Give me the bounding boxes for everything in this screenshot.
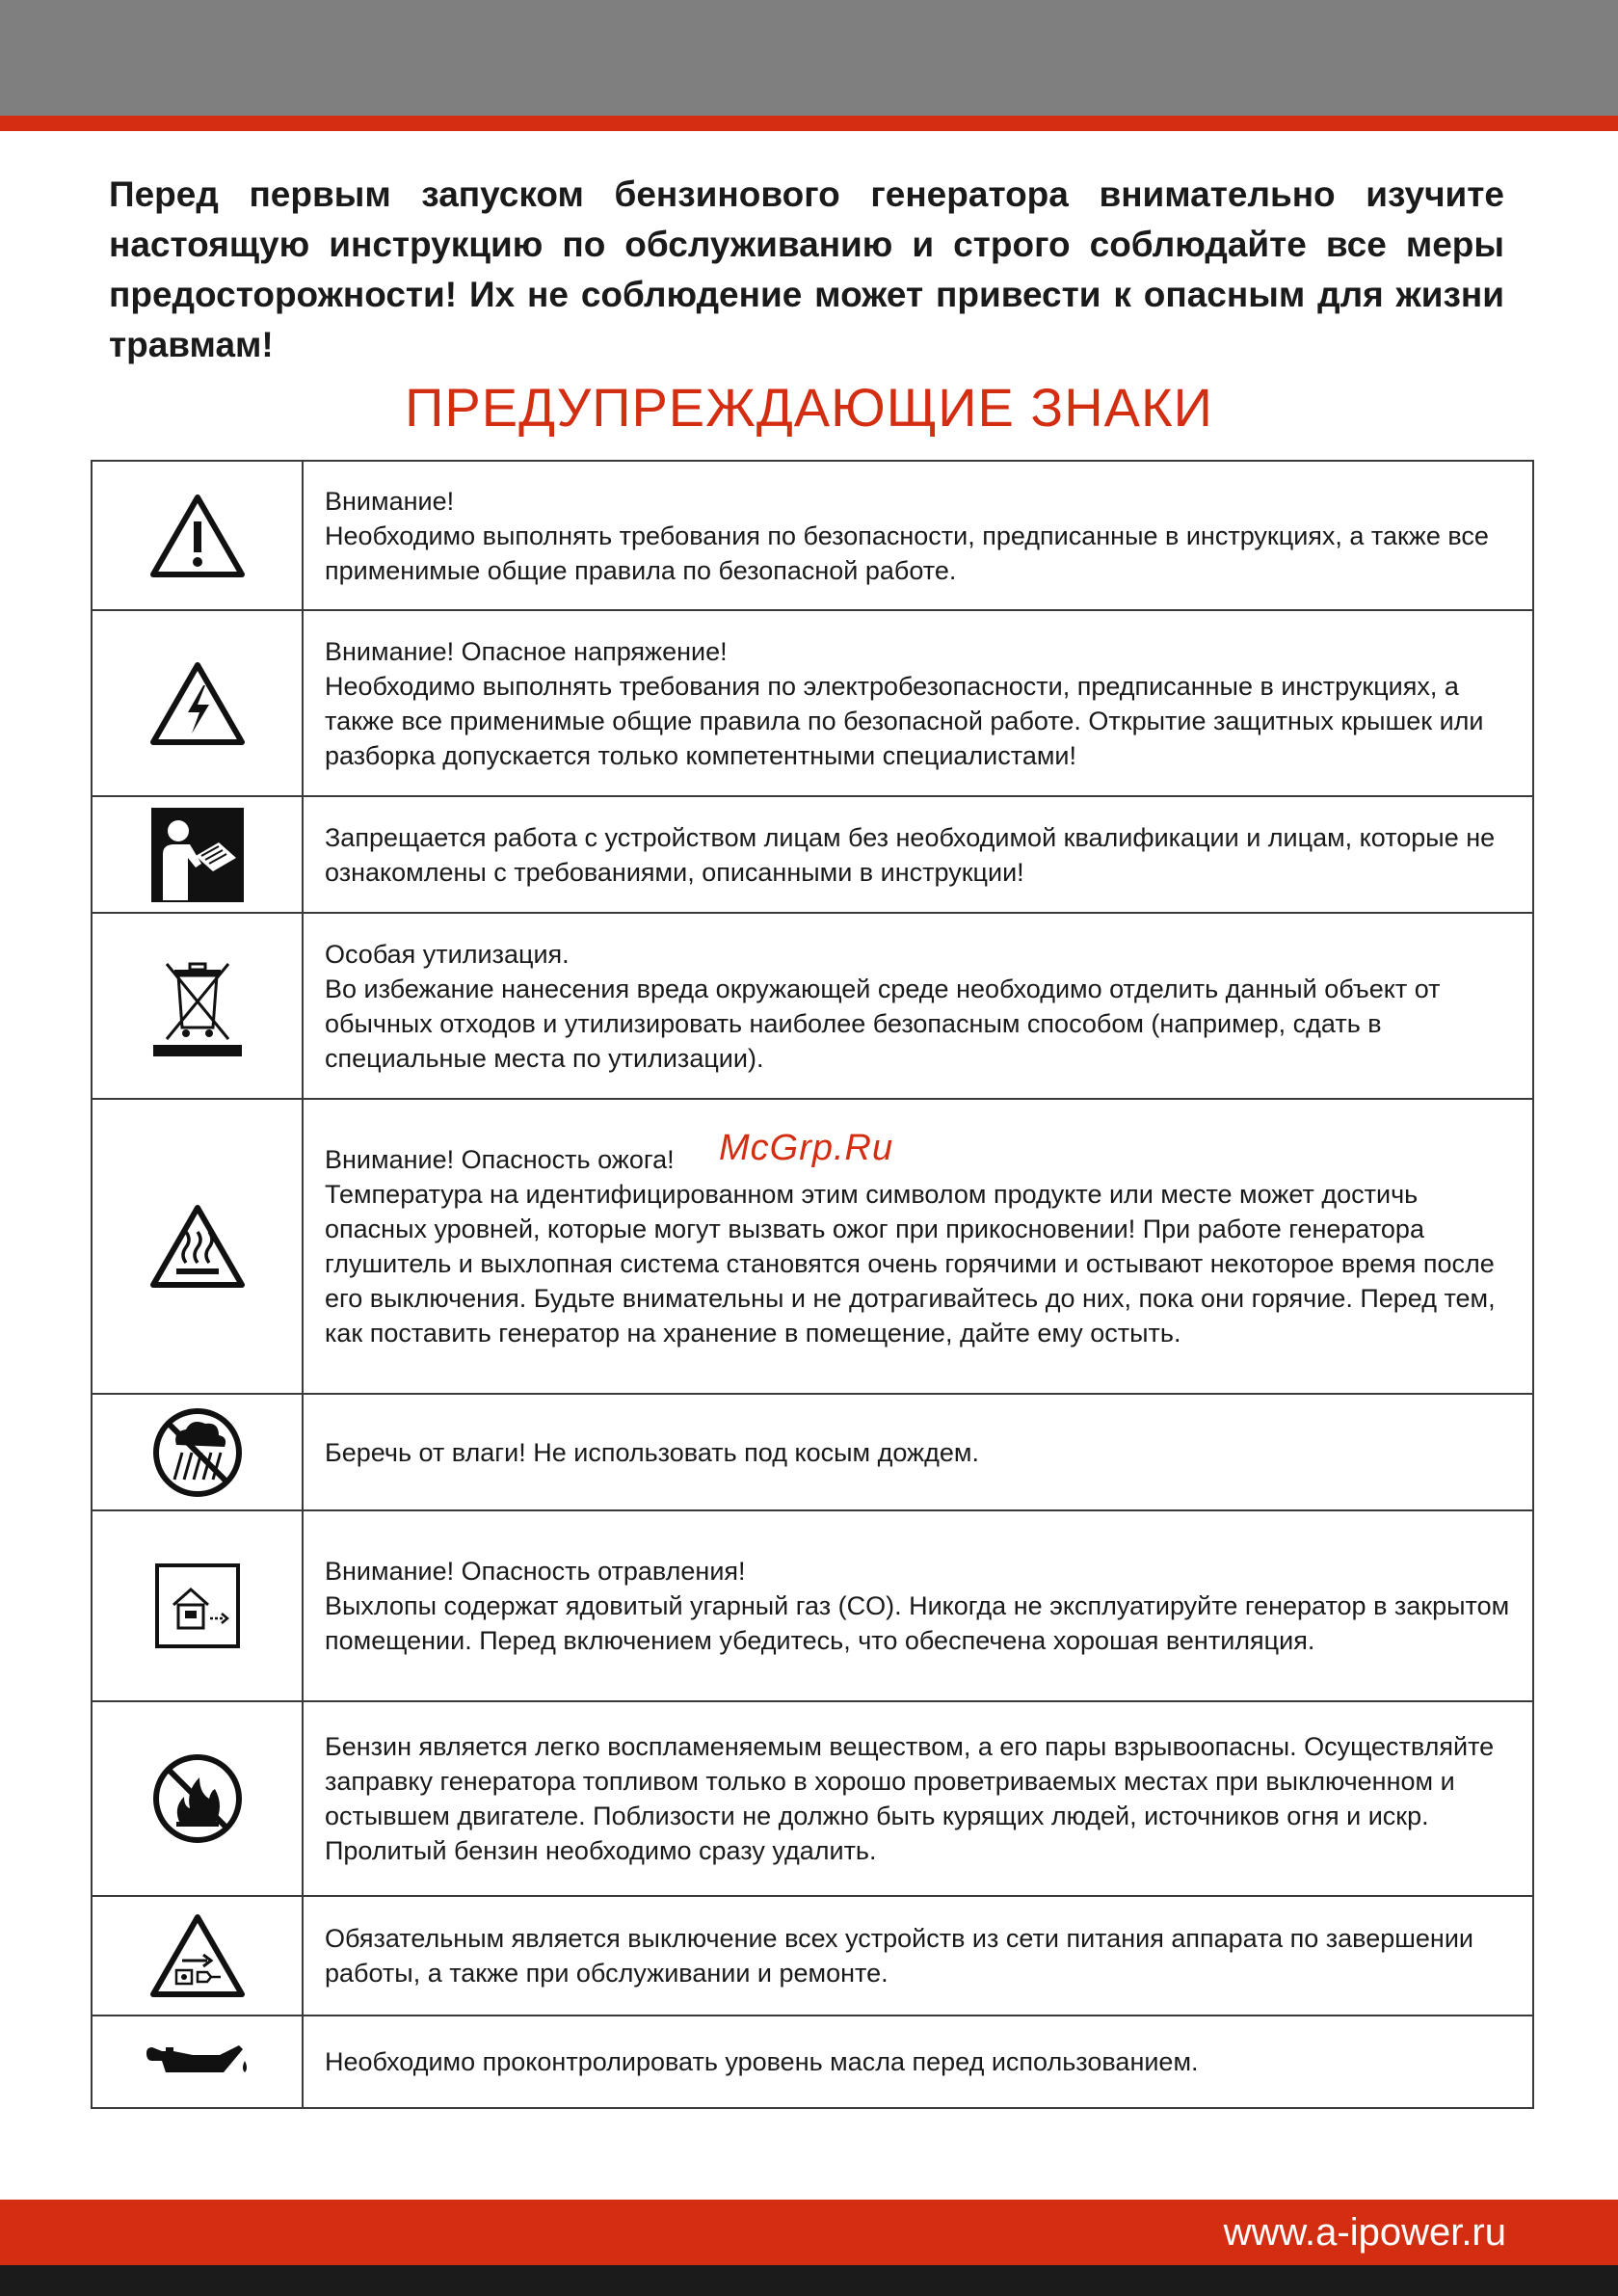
table-row xyxy=(92,1394,1533,1510)
text-cell xyxy=(303,2016,1533,2108)
row-title: Внимание! Опасность отравления! xyxy=(325,1557,746,1586)
table-row xyxy=(92,1510,1533,1701)
text-cell xyxy=(303,1896,1533,2016)
icon-cell xyxy=(92,1510,303,1701)
icon-cell xyxy=(92,1896,303,2016)
text-cell xyxy=(303,1394,1533,1510)
icon-cell xyxy=(92,796,303,913)
weee-bin-icon xyxy=(93,956,302,1056)
text-cell xyxy=(303,796,1533,913)
warning-signs-table xyxy=(91,460,1534,2109)
hot-surface-icon xyxy=(93,1203,302,1290)
no-fire-icon xyxy=(93,1752,302,1845)
table-row xyxy=(92,913,1533,1099)
table-row xyxy=(92,2016,1533,2108)
row-body: Выхлопы содержат ядовитый угарный газ (CO). Никогда не эксплуатируйте генератор в закрытом помещении. Перед включением убедитесь, что обеспечена хорошая вентиляция. xyxy=(325,1591,1510,1655)
row-body: Необходимо проконтролировать уровень масла перед использованием. xyxy=(325,2047,1199,2076)
footer-website-link[interactable]: www.a-ipower.ru xyxy=(1223,2211,1506,2254)
outdoor-use-icon xyxy=(93,1562,302,1649)
header-red-stripe xyxy=(0,116,1618,131)
icon-cell xyxy=(92,461,303,610)
row-body: Беречь от влаги! Не использовать под косым дождем. xyxy=(325,1437,979,1467)
row-body: Необходимо выполнять требования по безопасности, предписанные в инструкциях, а также все применимые общие правила по безопасной работе. xyxy=(325,521,1489,585)
row-body: Бензин является легко воспламеняемым веществом, а его пары взрывоопасны. Осуществляйте заправку генератора топливом только в хорошо проветриваемых местах при выключенном и остывшем двигателе. Поблизости не должно быть курящих людей, источников огня и искр. Пролитый бензин необходимо сразу удалить. xyxy=(325,1732,1495,1865)
read-manual-icon xyxy=(93,808,302,902)
unplug-warning-icon xyxy=(93,1912,302,1999)
footer-dark-band xyxy=(0,2265,1618,2296)
text-cell xyxy=(303,1099,1533,1394)
icon-cell xyxy=(92,1099,303,1394)
oil-can-icon xyxy=(93,2040,302,2084)
text-cell xyxy=(303,913,1533,1099)
text-cell xyxy=(303,1701,1533,1896)
text-cell xyxy=(303,1510,1533,1701)
general-warning-icon xyxy=(93,493,302,579)
row-body: Необходимо выполнять требования по электробезопасности, предписанные в инструкциях, а также все применимые общие правила по безопасной работе. Открытие защитных крышек или разборка допускается только компетентными специалистами! xyxy=(325,671,1484,770)
icon-cell xyxy=(92,610,303,796)
watermark: McGrp.Ru xyxy=(719,1128,894,1168)
row-body: Обязательным является выключение всех устройств из сети питания аппарата по завершении работы, а также при обслуживании и ремонте. xyxy=(325,1924,1474,1988)
row-body: Во избежание нанесения вреда окружающей среде необходимо отделить данный объект от обычных отходов и утилизировать наиболее безопасным способом (например, сдать в специальные места по утилизации). xyxy=(325,974,1441,1073)
text-cell xyxy=(303,461,1533,610)
high-voltage-icon xyxy=(93,660,302,747)
intro-paragraph: Перед первым запуском бензинового генератора внимательно изучите настоящую инструкцию по обслуживанию и строго соблюдайте все меры предосторожности! Их не соблюдение может привести к опасным для жизни травмам! xyxy=(109,174,1504,364)
icon-cell xyxy=(92,913,303,1099)
row-title: Внимание! xyxy=(325,486,455,516)
table-row xyxy=(92,1896,1533,2016)
text-cell xyxy=(303,610,1533,796)
row-body: Запрещается работа с устройством лицам без необходимой квалификации и лицам, которые не ознакомлены с требованиями, описанными в инструкции! xyxy=(325,822,1496,887)
header-gray-band xyxy=(0,0,1618,116)
icon-cell xyxy=(92,2016,303,2108)
table-row xyxy=(92,610,1533,796)
table-row xyxy=(92,1701,1533,1896)
row-title: Особая утилизация. xyxy=(325,939,570,969)
icon-cell xyxy=(92,1701,303,1896)
row-title: Внимание! Опасное напряжение! xyxy=(325,636,728,666)
page-title: ПРЕДУПРЕЖДАЮЩИЕ ЗНАКИ xyxy=(405,377,1213,438)
row-body: Температура на идентифицированном этим символом продукте или месте может достичь опасных уровней, которые могут вызвать ожог при прикосновении! При работе генератора глушитель и выхлопная система становятся очень горячими и остывают некоторое время после его выключения. Будьте внимательны и не дотрагивайтесь до них, пока они горячие. Перед тем, как поставить генератор на хранение в помещение, дайте ему остыть. xyxy=(325,1180,1496,1348)
icon-cell xyxy=(92,1394,303,1510)
no-rain-icon xyxy=(93,1406,302,1499)
table-row xyxy=(92,461,1533,610)
row-title: Внимание! Опасность ожога! xyxy=(325,1145,675,1174)
table-row xyxy=(92,796,1533,913)
